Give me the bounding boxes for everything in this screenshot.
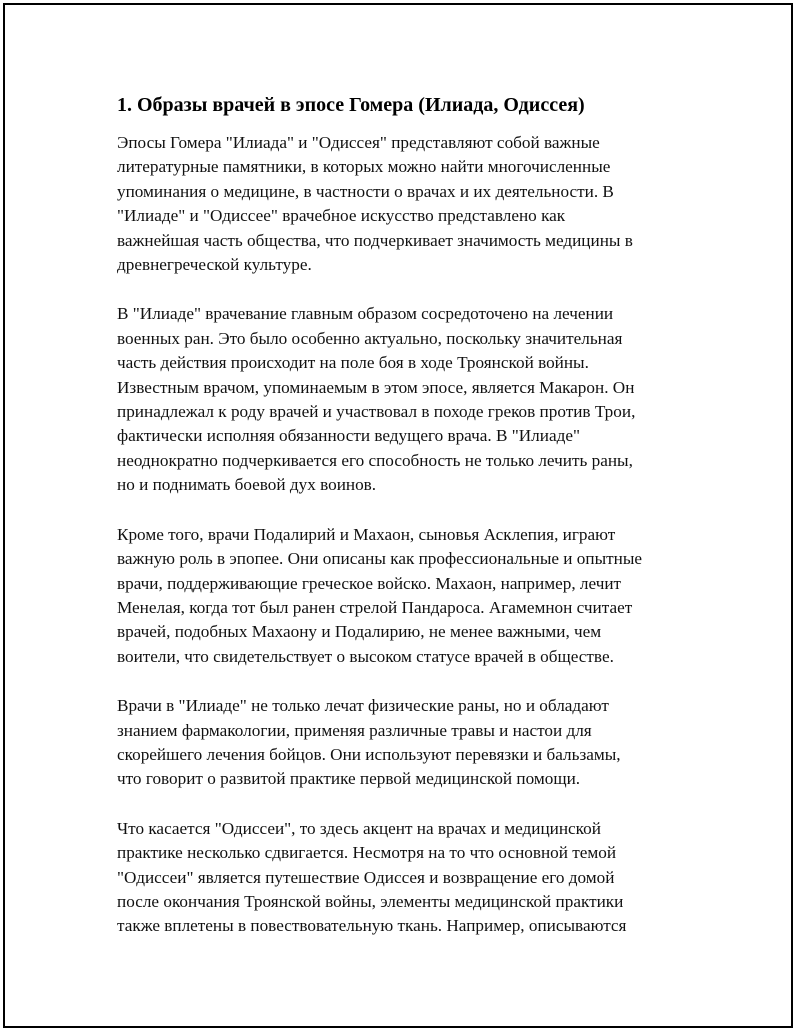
text-line: после окончания Троянской войны, элементы медицинской практики	[117, 891, 624, 911]
text-line: врачей, подобных Махаону и Подалирию, не менее важными, чем	[117, 622, 602, 642]
paragraph-odyssey	[117, 817, 697, 939]
text-line: Врачи в "Илиаде" не только лечат физические раны, но и обладают	[117, 696, 609, 716]
text-line: фактически исполняя обязанности ведущего врача. В "Илиаде"	[117, 426, 580, 446]
text-line: Менелая, когда тот был ранен стрелой Пандароса. Агамемнон считает	[117, 597, 633, 617]
paragraph-iliad-wounds	[117, 302, 697, 497]
text-line: Известным врачом, упоминаемым в этом эпосе, является Макарон. Он	[117, 377, 635, 397]
text-line: принадлежал к роду врачей и участвовал в походе греков против Трои,	[117, 402, 636, 422]
text-line: В "Илиаде" врачевание главным образом сосредоточено на лечении	[117, 304, 614, 324]
text-line: военных ран. Это было особенно актуально, поскольку значительная	[117, 328, 623, 348]
text-line: скорейшего лечения бойцов. Они используют перевязки и бальзамы,	[117, 744, 621, 764]
paragraph-podalirius-machaon	[117, 523, 697, 669]
text-line: упоминания о медицине, в частности о врачах и их деятельности. В	[117, 181, 614, 201]
text-line: что говорит о развитой практике первой медицинской помощи.	[117, 769, 581, 789]
text-line: практике несколько сдвигается. Несмотря на то что основной темой	[117, 843, 617, 863]
text-line: важную роль в эпопее. Они описаны как профессиональные и опытные	[117, 549, 643, 569]
text-line: врачи, поддерживающие греческое войско. Махаон, например, лечит	[117, 573, 622, 593]
text-line: "Илиаде" и "Одиссее" врачебное искусство представлено как	[117, 206, 566, 226]
text-line: Кроме того, врачи Подалирий и Махаон, сыновья Асклепия, играют	[117, 524, 616, 544]
paragraph-intro	[117, 131, 697, 277]
text-line: древнегреческой культуре.	[117, 255, 312, 275]
text-line: "Одиссеи" является путешествие Одиссея и возвращение его домой	[117, 867, 615, 887]
document-body	[117, 90, 697, 964]
text-line: важнейшая часть общества, что подчеркивает значимость медицины в	[117, 230, 633, 250]
text-line: воители, что свидетельствует о высоком статусе врачей в обществе.	[117, 646, 614, 666]
text-line: но и поднимать боевой дух воинов.	[117, 475, 377, 495]
text-line: Что касается "Одиссеи", то здесь акцент на врачах и медицинской	[117, 818, 601, 838]
document-title: 1. Образы врачей в эпосе Гомера (Илиада, Одиссея)	[117, 94, 585, 116]
text-line: знанием фармакологии, применяя различные травы и настои для	[117, 720, 592, 740]
text-line: часть действия происходит на поле боя в ходе Троянской войны.	[117, 353, 589, 373]
text-line: также вплетены в повествовательную ткань. Например, описываются	[117, 916, 627, 936]
text-line: литературные памятники, в которых можно найти многочисленные	[117, 157, 611, 177]
text-line: неоднократно подчеркивается его способность не только лечить раны,	[117, 450, 633, 470]
paragraph-pharmacology	[117, 694, 697, 792]
text-line: Эпосы Гомера "Илиада" и "Одиссея" представляют собой важные	[117, 133, 600, 152]
